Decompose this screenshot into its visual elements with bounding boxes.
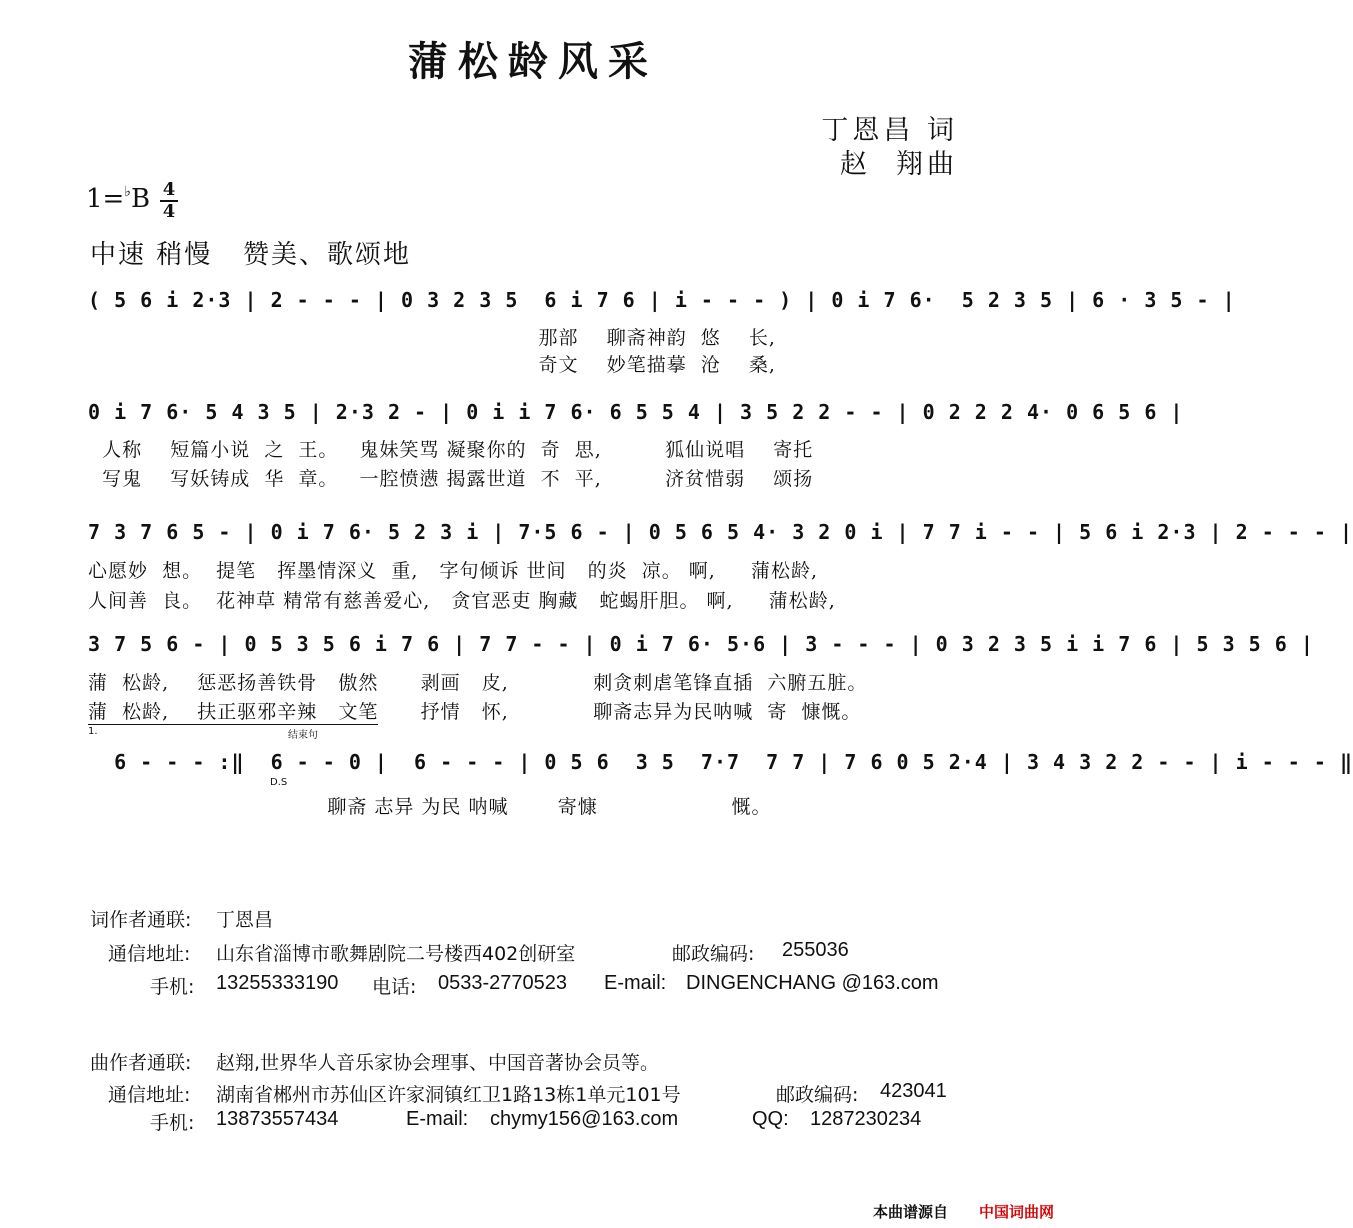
- composer-mobile-label: 手机:: [150, 1112, 195, 1134]
- lyrics-line-3-verse-1: 心愿妙 想。 提笔 挥墨情深义 重, 字句倾诉 世间 的炎 凉。 啊, 蒲松龄,: [88, 560, 819, 582]
- composer-address-label: 通信地址:: [108, 1084, 191, 1106]
- lyrics-line-3-verse-2: 人间善 良。 花神草 精常有慈善爱心, 贪官恶吏 胸藏 蛇蝎肝胆。 啊, 蒲松龄,: [88, 590, 836, 612]
- time-top: 4: [162, 179, 176, 200]
- lyrics-line-4-verse-1: 蒲 松龄, 惩恶扬善铁骨 傲然 剥画 皮, 刺贪刺虐笔锋直插 六腑五脏。: [88, 672, 868, 694]
- lyricist-address: 山东省淄博市歌舞剧院二号楼西402创研室: [216, 943, 576, 965]
- lyricist-contact-label: 词作者通联:: [90, 909, 192, 931]
- lyricist-address-label: 通信地址:: [108, 943, 191, 965]
- notation-line-4: 3 7 5 6 - | 0 5 3 5 6 i 7 6 | 7 7 - - | 0 i 7 6· 5·6 | 3 - - - | 0 3 2 3 5 i i 7 6 | 5 3 5 6 |: [88, 632, 1314, 656]
- notation-line-3: 7 3 7 6 5 - | 0 i 7 6· 5 2 3 i | 7·5 6 - | 0 5 6 5 4· 3 2 0 i | 7 7 i - - | 5 6 i 2·3 | 2 - - - |: [88, 520, 1353, 544]
- composer-postcode: 423041: [880, 1080, 947, 1102]
- composer-qq-label: QQ:: [752, 1108, 789, 1130]
- composer-postcode-label: 邮政编码:: [776, 1084, 859, 1106]
- composer-qq: 1287230234: [810, 1108, 922, 1130]
- lyrics-line-1-verse-1: 那部 聊斋神韵 悠 长,: [88, 327, 776, 349]
- time-bottom: 4: [160, 200, 178, 222]
- composer-contact-label: 曲作者通联:: [90, 1052, 192, 1074]
- lyricist-name: 丁恩昌: [216, 909, 274, 931]
- lyrics-line-2-verse-2: 写鬼 写妖铸成 华 章。 一腔愤懑 揭露世道 不 平, 济贫惜弱 颂扬: [88, 468, 814, 490]
- time-signature: [160, 180, 178, 222]
- notation-line-5: 6 - - - :‖ 6 - - 0 | 6 - - - | 0 5 6 3 5 7·7 7 7 | 7 6 0 5 2·4 | 3 4 3 2 2 - - | i - - - ‖: [88, 750, 1353, 774]
- composer-email[interactable]: chymy156@163.com: [490, 1108, 679, 1130]
- lyricist-credit: 丁恩昌 词: [821, 115, 958, 146]
- lyrics-line-2-verse-1: 人称 短篇小说 之 王。 鬼妹笑骂 凝聚你的 奇 思, 狐仙说唱 寄托: [88, 439, 814, 461]
- lyricist-phone: 0533-2770523: [438, 972, 568, 994]
- lyrics-line-4-verse-2: 蒲 松龄, 扶正驱邪辛辣 文笔 抒情 怀, 聊斋志异为民呐喊 寄 慷慨。: [88, 701, 862, 723]
- lyricist-email-label: E-mail:: [604, 972, 667, 994]
- lyricist-postcode-label: 邮政编码:: [672, 943, 755, 965]
- composer-email-label: E-mail:: [406, 1108, 469, 1130]
- lyrics-line-1-verse-2: 奇文 妙笔描摹 沧 桑,: [88, 354, 776, 376]
- composer-address: 湖南省郴州市苏仙区许家洞镇红卫1路13栋1单元101号: [216, 1084, 681, 1106]
- tempo-marking: 中速 稍慢 赞美、歌颂地: [90, 240, 412, 270]
- composer-credit: 赵 翔曲: [839, 149, 958, 180]
- notation-line-2: 0 i 7 6· 5 4 3 5 | 2·3 2 - | 0 i i 7 6· 6 5 5 4 | 3 5 2 2 - - | 0 2 2 2 4· 0 6 5 6 |: [88, 400, 1184, 424]
- key-prefix: 1=: [86, 184, 125, 214]
- composer-info: 赵翔,世界华人音乐家协会理事、中国音著协会员等。: [216, 1052, 660, 1074]
- lyricist-phone-label: 电话:: [372, 976, 417, 998]
- volta-2: 结束句: [288, 730, 318, 741]
- composer-mobile: 13873557434: [216, 1108, 339, 1130]
- key-signature: [86, 184, 150, 214]
- song-title: 蒲松龄风采: [408, 38, 658, 85]
- lyricist-postcode: 255036: [782, 939, 849, 961]
- ds-mark: D.S: [270, 777, 288, 788]
- volta-1: 1.: [88, 726, 98, 737]
- notation-line-1: ( 5 6 i 2·3 | 2 - - - | 0 3 2 3 5 6 i 7 6 | i - - - ) | 0 i 7 6· 5 2 3 5 | 6 · 3 5 - |: [88, 288, 1236, 312]
- footer-site-link[interactable]: 中国词曲网: [978, 1203, 1054, 1221]
- lyricist-mobile-label: 手机:: [150, 976, 195, 998]
- volta-bracket: [88, 724, 378, 725]
- flat-icon: ♭: [124, 184, 131, 200]
- lyrics-line-5-verse-1: 聊斋 志异 为民 呐喊 寄慷 慨。: [88, 796, 772, 818]
- footer-source: 本曲谱源自: [872, 1203, 948, 1221]
- lyricist-mobile: 13255333190: [216, 972, 339, 994]
- lyricist-email[interactable]: DINGENCHANG @163.com: [686, 972, 939, 994]
- key-note: B: [130, 184, 151, 214]
